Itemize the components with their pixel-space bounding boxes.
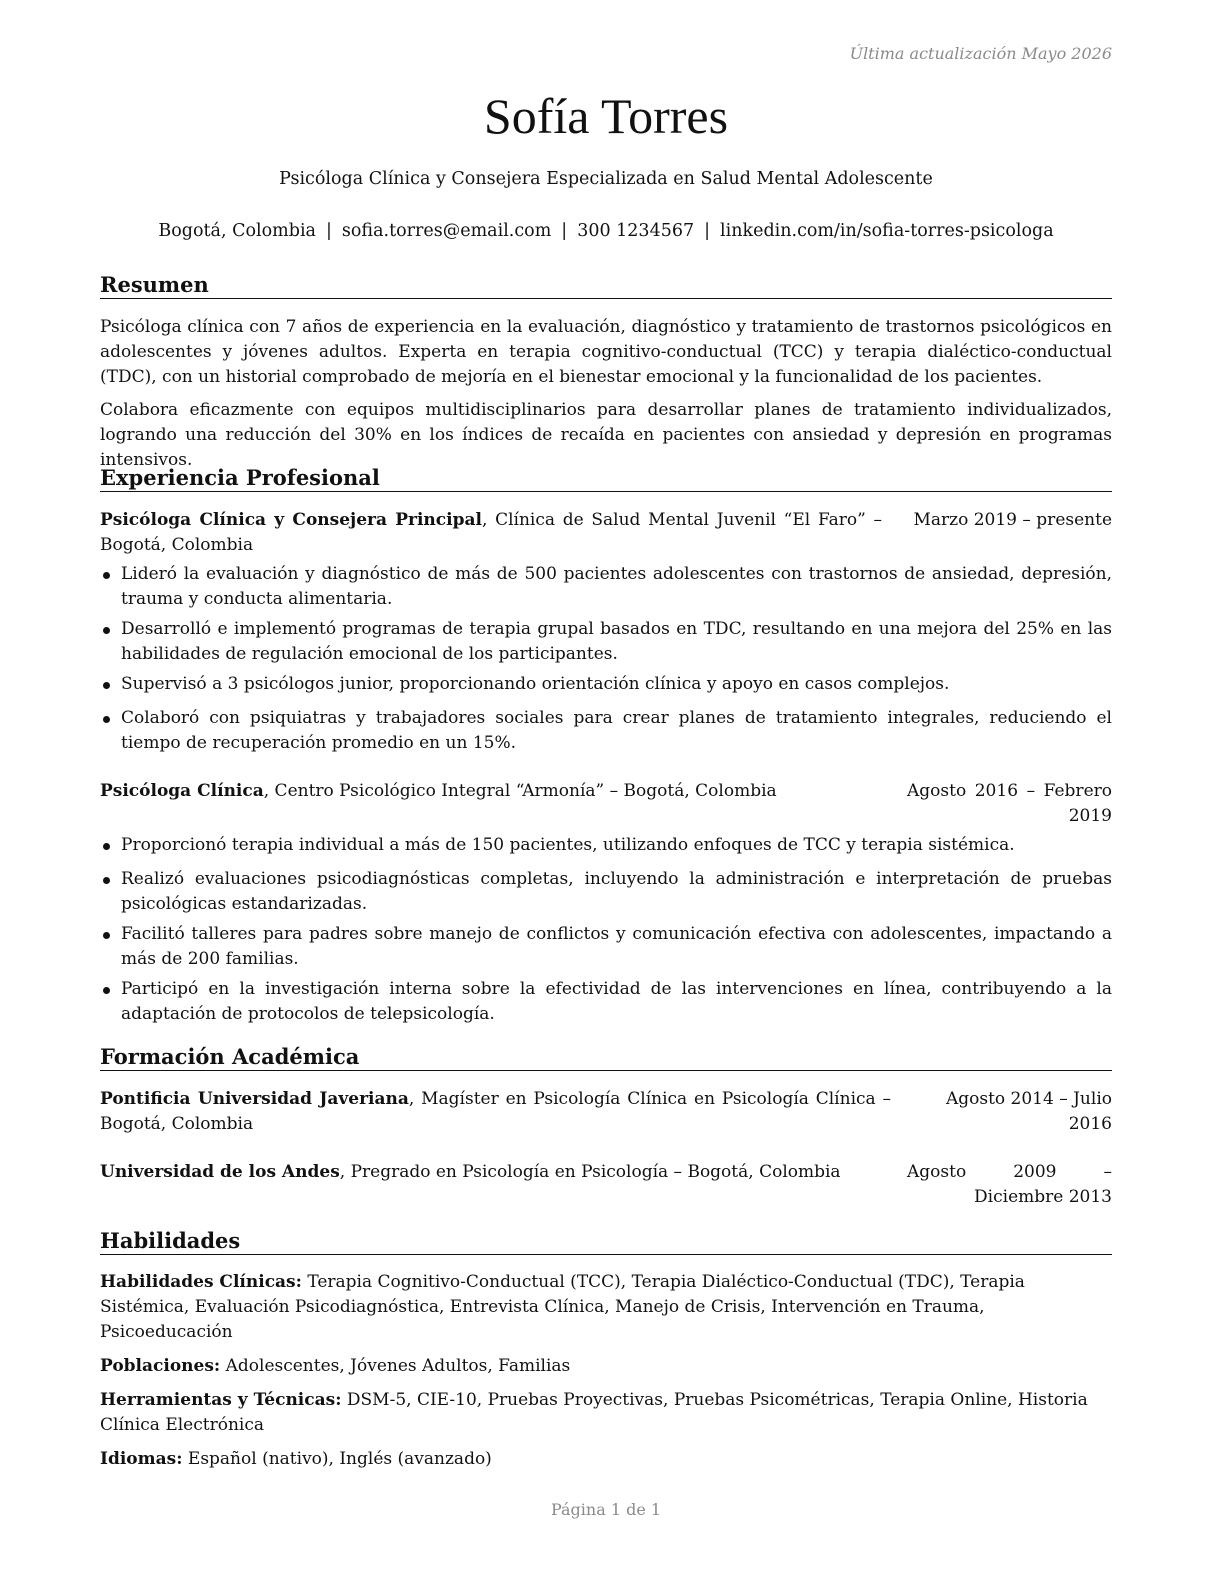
skill-value: Adolescentes, Jóvenes Adultos, Familias bbox=[220, 1356, 571, 1376]
education-dates: Agosto 2009 – Diciembre 2013 bbox=[907, 1162, 1112, 1207]
skill-item bbox=[100, 1447, 1112, 1472]
education-degree: , Magíster en Psicología Clínica en Psicología Clínica – Bogotá, Colombia bbox=[100, 1089, 891, 1134]
bullet-icon bbox=[103, 987, 110, 994]
section-title-experience: Experiencia Profesional bbox=[100, 464, 1112, 492]
job-entry bbox=[100, 779, 1112, 1027]
job-bullet: Supervisó a 3 psicólogos junior, proporcionando orientación clínica y apoyo en casos complejos. bbox=[100, 672, 1112, 697]
experience-section bbox=[100, 464, 1112, 1027]
skill-value: Terapia Cognitivo-Conductual (TCC), Terapia Dialéctico-Conductual (TDC), Terapia Sistémica, Evaluación Psicodiagnóstica, Entrevista Clínica, Manejo de Crisis, Intervención en Trauma, Psicoeducación bbox=[100, 1272, 1025, 1342]
contact-linkedin[interactable]: linkedin.com/in/sofia-torres-psicologa bbox=[720, 221, 1054, 241]
job-role: Psicóloga Clínica y Consejera Principal bbox=[100, 510, 482, 530]
skill-label: Poblaciones: bbox=[100, 1356, 221, 1376]
section-title-summary: Resumen bbox=[100, 271, 1112, 299]
contact-location: Bogotá, Colombia bbox=[158, 221, 316, 241]
education-dates: Agosto 2014 – Julio 2016 bbox=[945, 1089, 1112, 1134]
skills-section bbox=[100, 1227, 1112, 1472]
job-bullet: Desarrolló e implementó programas de terapia grupal basados en TDC, resultando en una mejora del 25% en las habilidades de regulación emocional de los participantes. bbox=[100, 617, 1112, 667]
job-bullet: Realizó evaluaciones psicodiagnósticas completas, incluyendo la administración e interpretación de pruebas psicológicas estandarizadas. bbox=[100, 867, 1112, 917]
section-title-skills: Habilidades bbox=[100, 1227, 1112, 1255]
job-bullet: Lideró la evaluación y diagnóstico de más de 500 pacientes adolescentes con trastornos de ansiedad, depresión, trauma y conducta alimentaria. bbox=[100, 562, 1112, 612]
skill-item bbox=[100, 1354, 1112, 1379]
education-entry bbox=[100, 1087, 1112, 1137]
bullet-icon bbox=[103, 682, 110, 689]
skill-label: Habilidades Clínicas: bbox=[100, 1272, 302, 1292]
bullet-icon bbox=[103, 716, 110, 723]
job-bullet: Participó en la investigación interna sobre la efectividad de las intervenciones en línea, contribuyendo a la adaptación de protocolos de telepsicología. bbox=[100, 977, 1112, 1027]
job-role: Psicóloga Clínica bbox=[100, 781, 264, 801]
bullet-icon bbox=[103, 627, 110, 634]
bullet-icon bbox=[103, 843, 110, 850]
skill-label: Idiomas: bbox=[100, 1449, 183, 1469]
bullet-icon bbox=[103, 932, 110, 939]
summary-paragraph: Psicóloga clínica con 7 años de experiencia en la evaluación, diagnóstico y tratamiento de trastornos psicológicos en adolescentes y jóvenes adultos. Experta en terapia cognitivo-conductual (TCC) y terapia dialéctico-conductual (TDC), con un historial comprobado de mejoría en el bienestar emocional y la funcionalidad de los pacientes. bbox=[100, 317, 1112, 387]
contact-separator: | bbox=[561, 221, 568, 241]
skill-item bbox=[100, 1388, 1112, 1438]
contact-separator: | bbox=[704, 221, 711, 241]
bullet-icon bbox=[103, 877, 110, 884]
candidate-name: Sofía Torres bbox=[483, 88, 729, 144]
candidate-tagline: Psicóloga Clínica y Consejera Especializada en Salud Mental Adolescente bbox=[279, 169, 933, 189]
job-bullet: Colaboró con psiquiatras y trabajadores sociales para crear planes de tratamiento integrales, reduciendo el tiempo de recuperación promedio en un 15%. bbox=[100, 706, 1112, 756]
skill-item bbox=[100, 1270, 1112, 1345]
page-number: Página 1 de 1 bbox=[550, 1500, 662, 1519]
contact-email[interactable]: sofia.torres@email.com bbox=[341, 221, 552, 241]
skill-label: Herramientas y Técnicas: bbox=[100, 1390, 342, 1410]
job-bullet: Facilitó talleres para padres sobre manejo de conflictos y comunicación efectiva con adolescentes, impactando a más de 200 familias. bbox=[100, 922, 1112, 972]
last-updated: Última actualización Mayo 2026 bbox=[849, 44, 1112, 63]
education-degree: , Pregrado en Psicología en Psicología – Bogotá, Colombia bbox=[339, 1162, 841, 1182]
skill-value: Español (nativo), Inglés (avanzado) bbox=[182, 1449, 492, 1469]
job-dates: Agosto 2016 – Febrero 2019 bbox=[907, 781, 1112, 826]
job-entry bbox=[100, 508, 1112, 756]
bullet-icon bbox=[103, 572, 110, 579]
summary-paragraph: Colabora eficazmente con equipos multidisciplinarios para desarrollar planes de tratamiento individualizados, logrando una reducción del 30% en los índices de recaída en pacientes con ansiedad y depresión en programas intensivos. bbox=[100, 400, 1112, 470]
section-title-education: Formación Académica bbox=[100, 1043, 1112, 1071]
education-school: Universidad de los Andes bbox=[100, 1162, 340, 1182]
education-entry bbox=[100, 1160, 1112, 1210]
education-school: Pontificia Universidad Javeriana bbox=[100, 1089, 409, 1109]
contact-phone: 300 1234567 bbox=[577, 221, 695, 241]
contact-line bbox=[100, 219, 1112, 243]
job-bullet: Proporcionó terapia individual a más de 150 pacientes, utilizando enfoques de TCC y terapia sistémica. bbox=[100, 833, 1112, 858]
job-org: , Centro Psicológico Integral “Armonía” – Bogotá, Colombia bbox=[263, 781, 777, 801]
summary-section bbox=[100, 271, 1112, 473]
job-org: , Clínica de Salud Mental Juvenil “El Faro” – Bogotá, Colombia bbox=[100, 510, 882, 555]
education-section bbox=[100, 1043, 1112, 1210]
job-dates: Marzo 2019 – presente bbox=[913, 510, 1112, 530]
contact-separator: | bbox=[325, 221, 332, 241]
skill-value: DSM-5, CIE-10, Pruebas Proyectivas, Pruebas Psicométricas, Terapia Online, Historia Clínica Electrónica bbox=[100, 1390, 1088, 1435]
